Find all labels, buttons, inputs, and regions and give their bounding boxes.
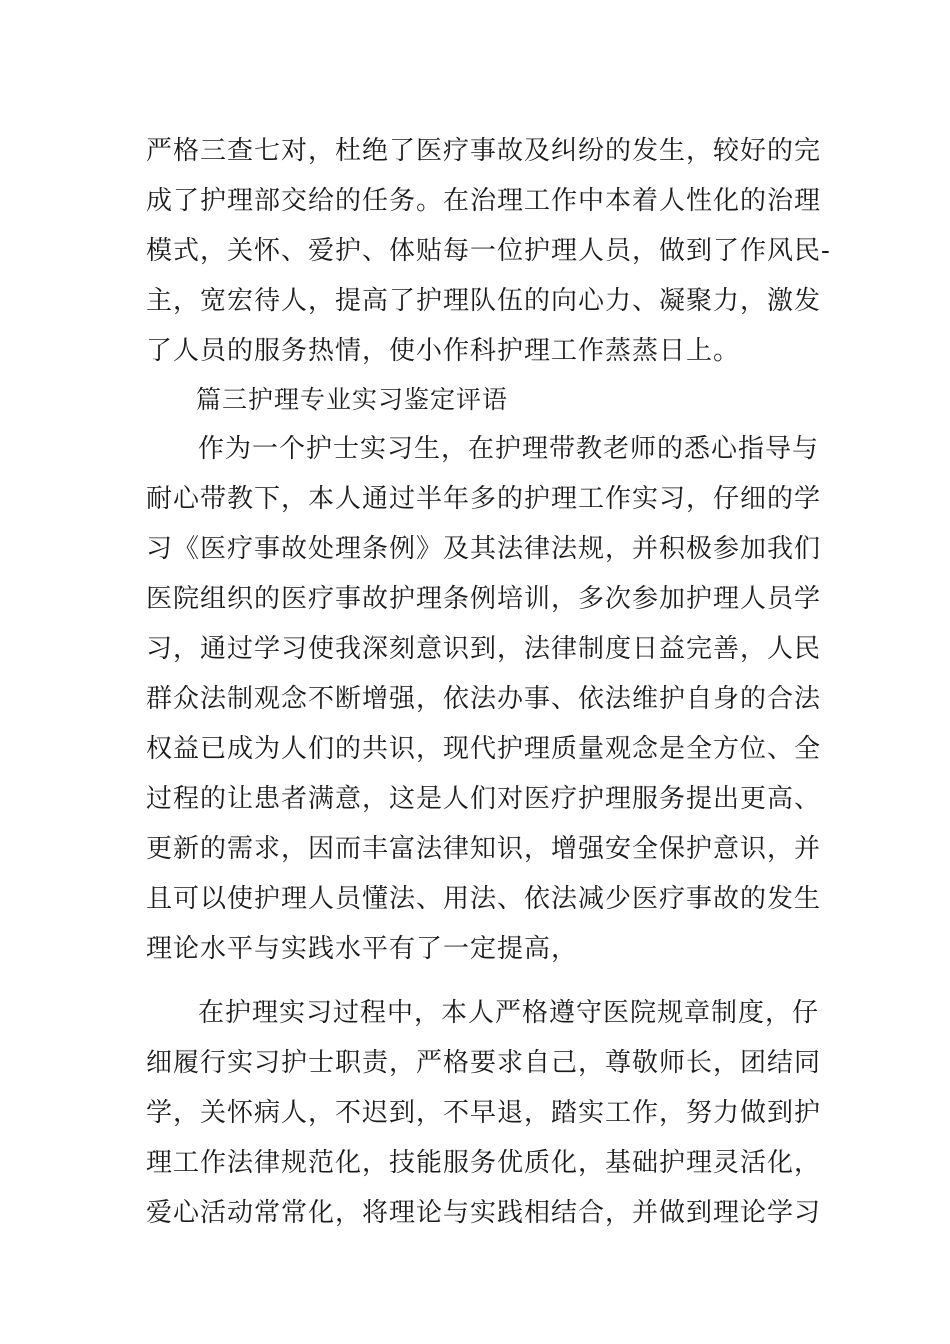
paragraph-2-line-3: 习《医疗事故处理条例》及其法律法规，并积极参加我们	[146, 534, 822, 564]
paragraph-3-line-2: 细履行实习护士职责，严格要求自己，尊敬师长，团结同	[146, 1048, 822, 1078]
paragraph-2-line-6: 群众法制观念不断增强，依法办事、依法维护自身的合法	[146, 684, 822, 714]
paragraph-3-line-3: 学，关怀病人，不迟到，不早退，踏实工作，努力做到护	[146, 1098, 822, 1128]
paragraph-3-line-1: 在护理实习过程中，本人严格遵守医院规章制度，仔	[198, 998, 820, 1028]
paragraph-2-line-2: 耐心带教下，本人通过半年多的护理工作实习，仔细的学	[146, 484, 822, 514]
paragraph-3-line-5: 爱心活动常常化，将理论与实践相结合，并做到理论学习	[146, 1198, 822, 1228]
paragraph-3-line-4: 理工作法律规范化，技能服务优质化，基础护理灵活化，	[146, 1148, 822, 1178]
paragraph-2-line-4: 医院组织的医疗事故护理条例培训，多次参加护理人员学	[146, 584, 822, 614]
paragraph-1-line-4: 主，宽宏待人，提高了护理队伍的向心力、凝聚力，激发	[146, 286, 822, 316]
paragraph-1-line-3: 模式，关怀、爱护、体贴每一位护理人员，做到了作风民-	[146, 236, 831, 266]
paragraph-2-line-9: 更新的需求，因而丰富法律知识，增强安全保护意识，并	[146, 834, 822, 864]
paragraph-2-line-10: 且可以使护理人员懂法、用法、依法减少医疗事故的发生	[146, 884, 822, 914]
paragraph-2-line-5: 习，通过学习使我深刻意识到，法律制度日益完善，人民	[146, 634, 822, 664]
paragraph-2-line-8: 过程的让患者满意，这是人们对医疗护理服务提出更高、	[146, 784, 822, 814]
paragraph-2-line-7: 权益已成为人们的共识，现代护理质量观念是全方位、全	[146, 734, 822, 764]
paragraph-1-line-5: 了人员的服务热情，使小作科护理工作蒸蒸日上。	[146, 336, 741, 366]
paragraph-1-line-1: 严格三查七对，杜绝了医疗事故及纠纷的发生，较好的完	[146, 136, 822, 166]
paragraph-1-line-2: 成了护理部交给的任务。在治理工作中本着人性化的治理	[146, 186, 822, 216]
paragraph-2-line-1: 作为一个护士实习生，在护理带教老师的悉心指导与	[198, 434, 820, 464]
paragraph-2-line-11: 理论水平与实践水平有了一定提高，	[146, 934, 579, 964]
document-body	[146, 0, 831, 1344]
section-heading: 篇三护理专业实习鉴定评语	[196, 385, 509, 414]
